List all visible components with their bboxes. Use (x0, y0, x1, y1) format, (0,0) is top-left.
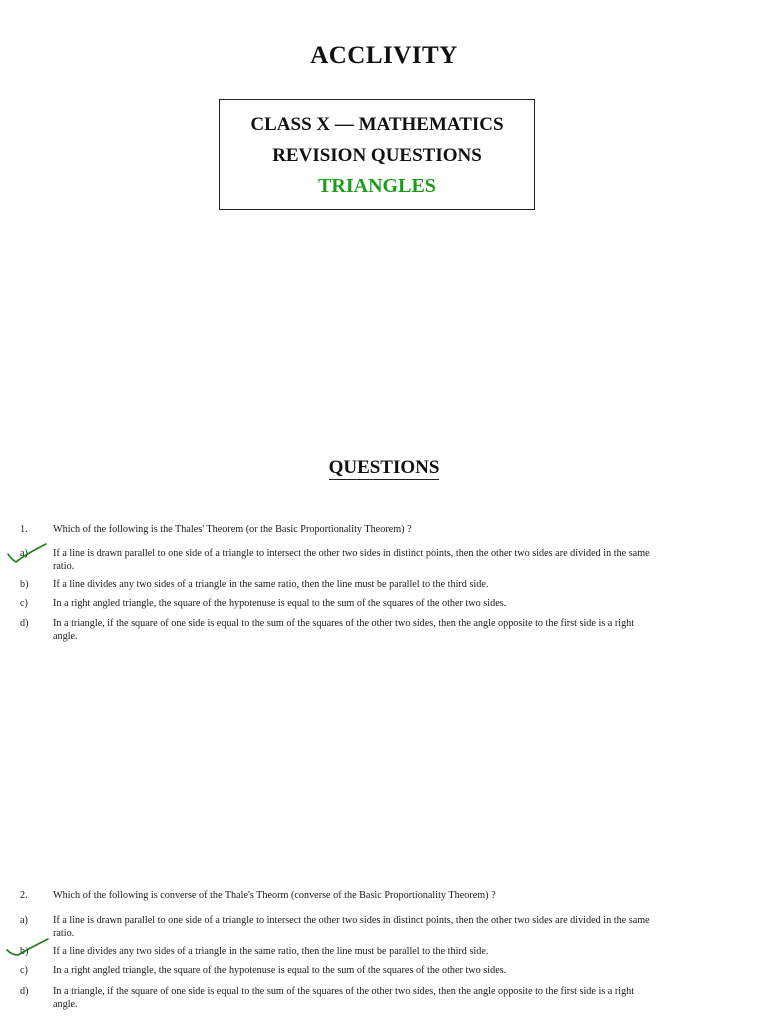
handwritten-check-mark-icon (4, 542, 52, 564)
option-text: In a right angled triangle, the square of the hypotenuse is equal to the sum of the squares of the other two sides. (53, 598, 507, 609)
topic-line: TRIANGLES (318, 175, 436, 197)
revision-line: REVISION QUESTIONS (272, 145, 482, 166)
option-label: b) (20, 946, 29, 957)
question-number: 2. (20, 890, 28, 901)
option-label: d) (20, 618, 29, 629)
handwritten-check-mark-icon (4, 936, 52, 958)
header-box (219, 99, 535, 210)
option-label: c) (20, 965, 28, 976)
section-heading-text: QUESTIONS (328, 457, 440, 478)
option-text: In a right angled triangle, the square of the hypotenuse is equal to the sum of the squares of the other two sides. (53, 965, 507, 976)
question-number: 1. (20, 524, 28, 535)
option-text: If a line is drawn parallel to one side of a triangle to intersect the other two sides in distinct points, then the other two sides are divided in the same ratio. (53, 548, 650, 572)
option-label: c) (20, 598, 28, 609)
section-heading (0, 457, 768, 479)
option-text: If a line is drawn parallel to one side of a triangle to intersect the other two sides in distinct points, then the other two sides are divided in the same ratio. (53, 915, 650, 939)
question-text: Which of the following is converse of the Thale's Theorm (converse of the Basic Proportionality Theorem) ? (53, 890, 496, 901)
option-text: In a triangle, if the square of one side is equal to the sum of the squares of the other two sides, then the angle opposite to the first side is a right angle. (53, 986, 635, 1010)
option-label: b) (20, 579, 29, 590)
question-text: Which of the following is the Thales' Theorem (or the Basic Proportionality Theorem) ? (53, 524, 412, 535)
option-label: a) (20, 548, 28, 559)
page-title: ACCLIVITY (310, 42, 458, 69)
option-text: If a line divides any two sides of a triangle in the same ratio, then the line must be parallel to the third side. (53, 946, 489, 957)
option-label: d) (20, 986, 29, 997)
option-label: a) (20, 915, 28, 926)
option-text: In a triangle, if the square of one side is equal to the sum of the squares of the other two sides, then the angle opposite to the first side is a right angle. (53, 618, 635, 642)
option-text: If a line divides any two sides of a triangle in the same ratio, then the line must be parallel to the third side. (53, 579, 489, 590)
class-subject-line: CLASS X — MATHEMATICS (250, 114, 504, 135)
